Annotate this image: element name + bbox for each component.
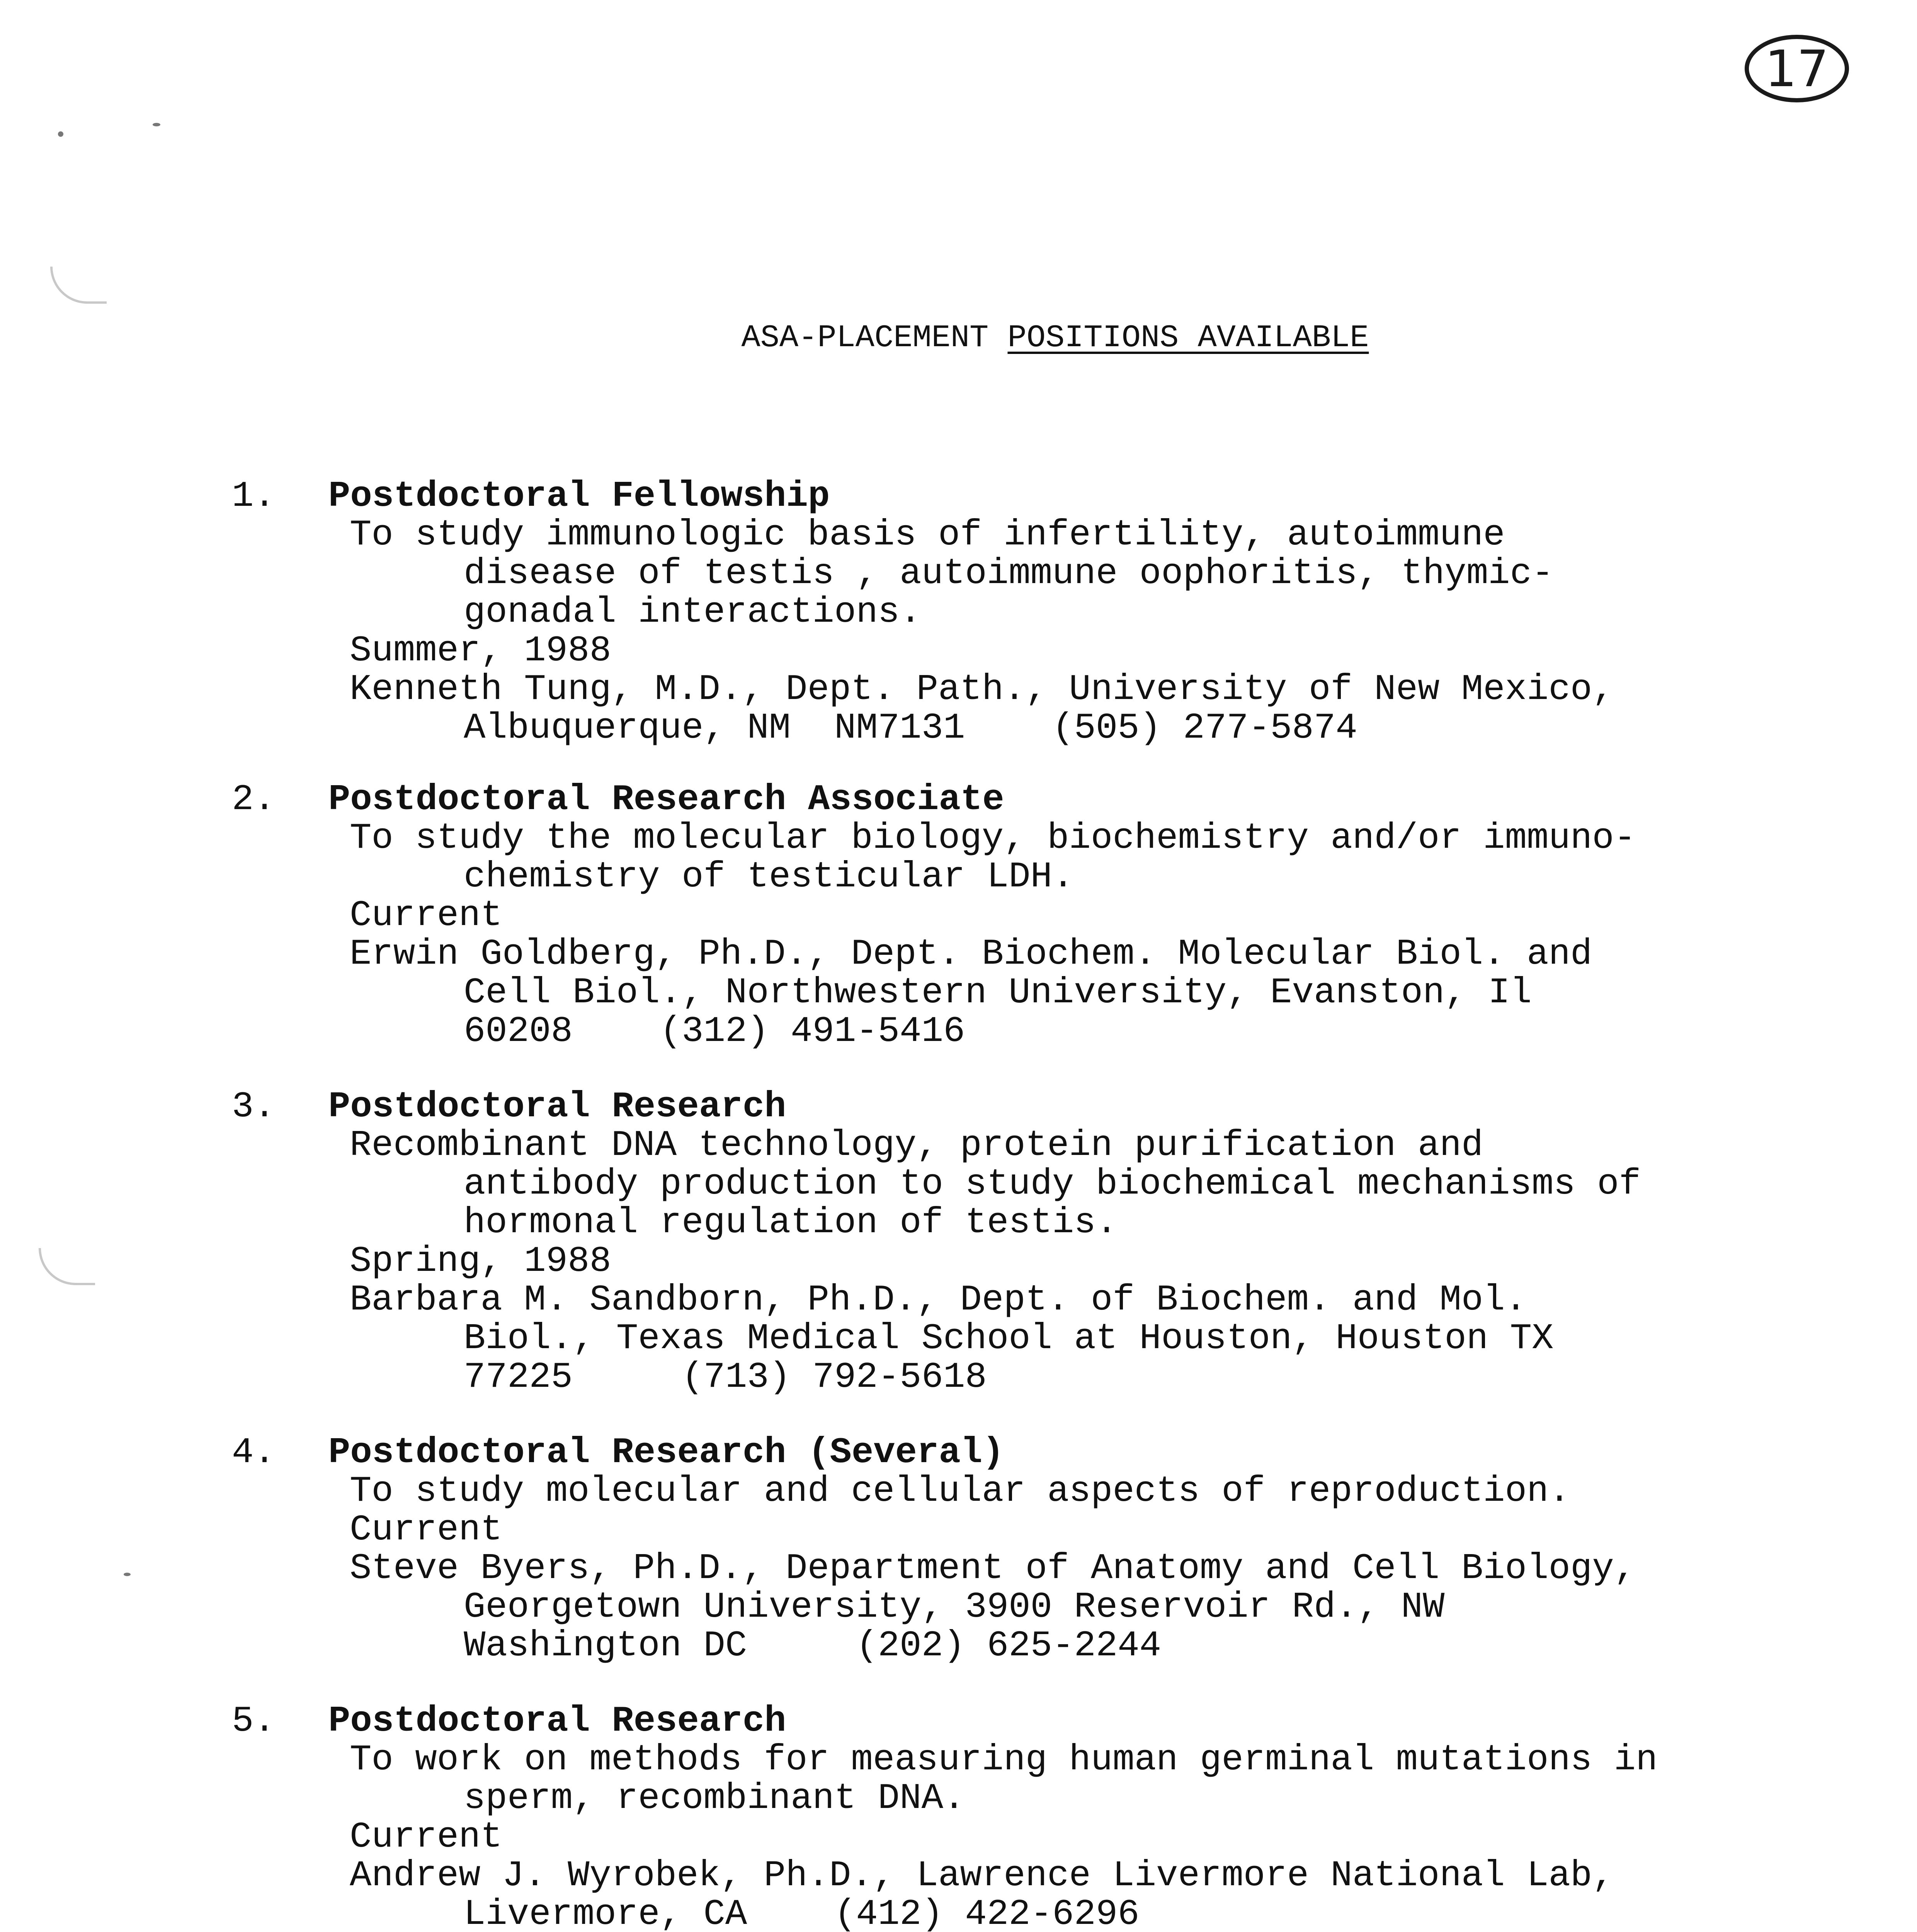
entry-contact-line: Steve Byers, Ph.D., Department of Anatomy and Cell Biology, bbox=[350, 1548, 1636, 1589]
entry-number: 3. bbox=[232, 1087, 276, 1128]
entry-title: Postdoctoral Fellowship bbox=[328, 476, 830, 517]
entry-number: 1. bbox=[232, 476, 276, 517]
entry-description-line: Recombinant DNA technology, protein purification and bbox=[350, 1125, 1483, 1166]
entry-title: Postdoctoral Research bbox=[328, 1701, 786, 1742]
entry-contact-line: 60208 (312) 491-5416 bbox=[464, 1011, 965, 1052]
entry-title: Postdoctoral Research Associate bbox=[328, 779, 1004, 820]
entry-contact-line: Andrew J. Wyrobek, Ph.D., Lawrence Livermore National Lab, bbox=[350, 1855, 1614, 1896]
entry-description-line: hormonal regulation of testis. bbox=[464, 1202, 1118, 1243]
entry-description-line: To study molecular and cellular aspects of reproduction. bbox=[350, 1471, 1570, 1512]
entry-description-line: To work on methods for measuring human germinal mutations in bbox=[350, 1740, 1658, 1781]
entry-contact-line: Livermore, CA (412) 422-6296 bbox=[464, 1894, 1140, 1932]
entry-contact-line: Barbara M. Sandborn, Ph.D., Dept. of Biochem. and Mol. bbox=[350, 1280, 1527, 1321]
entry-date: Current bbox=[350, 1817, 502, 1858]
entry-description-line: chemistry of testicular LDH. bbox=[464, 857, 1074, 898]
entry-contact-line: 77225 (713) 792-5618 bbox=[464, 1357, 987, 1398]
entry-title: Postdoctoral Research bbox=[328, 1087, 786, 1128]
heading-prefix: ASA-PLACEMENT bbox=[741, 320, 989, 356]
entry-contact-line: Georgetown University, 3900 Reservoir Rd., NW bbox=[464, 1587, 1445, 1628]
entry-contact-line: Kenneth Tung, M.D., Dept. Path., University of New Mexico, bbox=[350, 669, 1614, 710]
entry-description-line: To study immunologic basis of infertility, autoimmune bbox=[350, 515, 1505, 556]
entry-contact-line: Erwin Goldberg, Ph.D., Dept. Biochem. Molecular Biol. and bbox=[350, 934, 1592, 975]
entry-contact-line: Albuquerque, NM NM7131 (505) 277-5874 bbox=[464, 708, 1357, 749]
scan-speck bbox=[124, 1573, 131, 1576]
entry-contact-line: Cell Biol., Northwestern University, Evanston, Il bbox=[464, 973, 1532, 1014]
entry-description-line: To study the molecular biology, biochemistry and/or immuno- bbox=[350, 818, 1636, 859]
entry-date: Summer, 1988 bbox=[350, 631, 611, 672]
entry-description-line: antibody production to study biochemical mechanisms of bbox=[464, 1164, 1641, 1205]
entry-contact-line: Washington DC (202) 625-2244 bbox=[464, 1626, 1162, 1667]
entry-date: Spring, 1988 bbox=[350, 1241, 611, 1282]
scan-speck bbox=[153, 123, 160, 126]
entry-title: Postdoctoral Research (Several) bbox=[328, 1432, 1004, 1473]
entry-description-line: sperm, recombinant DNA. bbox=[464, 1778, 965, 1819]
binder-hole-shadow bbox=[50, 267, 107, 304]
binder-hole-shadow bbox=[39, 1248, 95, 1285]
entry-contact-line: Biol., Texas Medical School at Houston, Houston TX bbox=[464, 1318, 1554, 1359]
entry-number: 2. bbox=[232, 779, 276, 820]
scan-speck bbox=[58, 131, 63, 137]
page-number: 17 bbox=[1745, 35, 1849, 102]
page-heading bbox=[0, 317, 1917, 359]
entry-description-line: disease of testis , autoimmune oophoritis, thymic- bbox=[464, 553, 1554, 594]
entry-number: 4. bbox=[232, 1432, 276, 1473]
heading-underlined: POSITIONS AVAILABLE bbox=[1007, 320, 1369, 356]
entry-date: Current bbox=[350, 1510, 502, 1551]
entry-date: Current bbox=[350, 895, 502, 936]
entry-number: 5. bbox=[232, 1701, 276, 1742]
entry-description-line: gonadal interactions. bbox=[464, 592, 922, 633]
